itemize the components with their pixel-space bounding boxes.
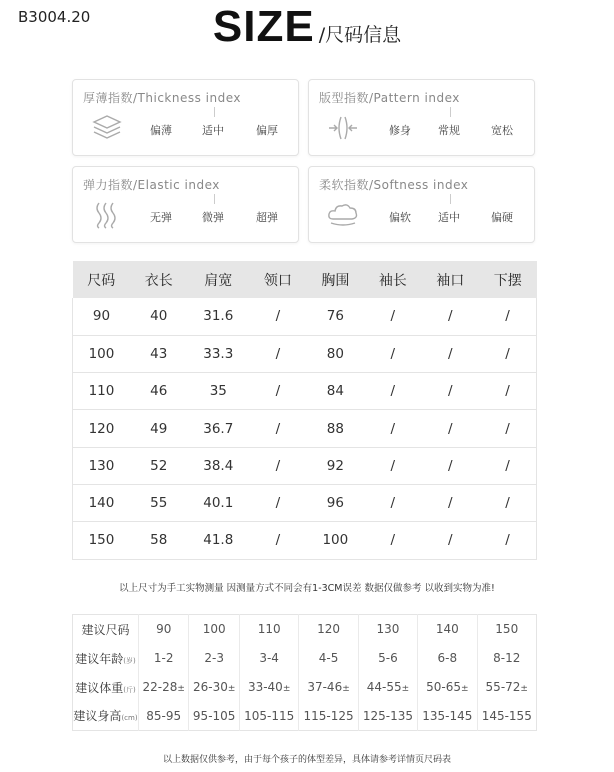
rec-value: 37-46: [307, 680, 343, 694]
cell: /: [364, 335, 421, 372]
rec-cell: 135-145: [418, 702, 477, 731]
cell: /: [479, 298, 536, 335]
table-row: [73, 410, 537, 447]
cloud-icon: [327, 200, 359, 230]
header-hem: 下摆: [479, 261, 536, 298]
rec-cell: [477, 673, 536, 702]
plus-minus: ±: [177, 684, 185, 694]
title-size: SIZE: [212, 2, 315, 51]
rec-cell: [189, 673, 240, 702]
rec-cell: 5-6: [358, 644, 417, 673]
cell: /: [479, 447, 536, 484]
page-title: [0, 2, 614, 52]
rec-cell: 100: [189, 615, 240, 644]
cell: 76: [307, 298, 364, 335]
cell: /: [364, 522, 421, 559]
header-cuff: 袖口: [422, 261, 479, 298]
cell: 110: [73, 373, 130, 410]
cell: /: [249, 373, 306, 410]
level-low: 偏软: [389, 211, 411, 224]
level-low: 偏薄: [150, 124, 172, 137]
cell: /: [422, 447, 479, 484]
level-low: 无弹: [150, 211, 172, 224]
table-row: [73, 298, 537, 335]
rec-cell: 1-2: [139, 644, 189, 673]
cell: 35: [187, 373, 249, 410]
reference-note: 以上数据仅供参考，由于每个孩子的体型差异，具体请参考详情页尺码表: [162, 755, 451, 765]
rec-cell: [299, 673, 358, 702]
cell: 130: [73, 447, 130, 484]
size-table: [72, 261, 537, 560]
elastic-index-card: [72, 166, 299, 243]
rec-label-age: [73, 644, 139, 673]
rec-cell: 115-125: [299, 702, 358, 731]
cell: /: [249, 522, 306, 559]
table-row: [73, 522, 537, 559]
cell: /: [422, 335, 479, 372]
rec-label-age-text: 建议年龄: [75, 651, 124, 666]
header-length: 衣长: [130, 261, 187, 298]
cell: /: [364, 447, 421, 484]
cell: 92: [307, 447, 364, 484]
cell: /: [422, 373, 479, 410]
table-row: [73, 373, 537, 410]
rec-value: 22-28: [142, 680, 178, 694]
rec-cell: 6-8: [418, 644, 477, 673]
rec-unit-weight: (斤): [123, 685, 136, 694]
card-label: 厚薄指数/Thickness index: [83, 91, 241, 105]
header-collar: 领口: [249, 261, 306, 298]
cell: /: [249, 298, 306, 335]
plus-minus: ±: [282, 684, 291, 694]
level-mid: 适中: [438, 211, 460, 224]
cell: 80: [307, 335, 364, 372]
level-low: 修身: [389, 124, 411, 137]
cell: 31.6: [187, 298, 249, 335]
rec-value: 33-40: [247, 680, 283, 694]
cell: /: [422, 522, 479, 559]
cell: 41.8: [187, 522, 249, 559]
rec-cell: [139, 673, 189, 702]
rec-cell: 150: [495, 622, 519, 637]
rec-label-height-text: 建议身高: [73, 709, 122, 724]
rec-cell: [418, 673, 477, 702]
rec-label-size: 建议尺码: [73, 615, 139, 644]
cell: /: [364, 373, 421, 410]
plus-minus: ±: [227, 684, 236, 694]
cell: 52: [130, 447, 187, 484]
plus-minus: ±: [342, 684, 350, 694]
level-high: 偏硬: [491, 211, 513, 224]
cell: 90: [73, 298, 130, 335]
cell: 140: [73, 484, 130, 521]
rec-row-size: [73, 615, 537, 644]
cell: 49: [130, 410, 187, 447]
softness-index-card: [308, 166, 535, 243]
rec-cell: 120: [299, 615, 358, 644]
cell: 33.3: [187, 335, 249, 372]
rec-cell: 85-95: [139, 702, 189, 731]
rec-row-age: [73, 644, 537, 673]
product-code: B3004.20: [18, 8, 91, 26]
cell: /: [249, 447, 306, 484]
rec-cell: 3-4: [239, 644, 298, 673]
cell: 100: [73, 335, 130, 372]
level-high: 宽松: [491, 124, 513, 137]
cell: 150: [73, 522, 130, 559]
rec-cell: [358, 673, 417, 702]
fit-arrows-icon: [327, 113, 359, 143]
cell: 88: [307, 410, 364, 447]
table-row: [73, 484, 537, 521]
cell: 55: [130, 484, 187, 521]
header-chest: 胸围: [307, 261, 364, 298]
level-high: 偏厚: [256, 124, 278, 137]
rec-cell: 125-135: [358, 702, 417, 731]
rec-value: 55-72: [485, 680, 521, 694]
level-mid: 常规: [438, 124, 460, 137]
rec-row-weight: [73, 673, 537, 702]
title-subtitle: /尺码信息: [318, 24, 402, 46]
cell: /: [364, 484, 421, 521]
rec-cell: 130: [358, 615, 417, 644]
cell: /: [249, 484, 306, 521]
level-marker: [450, 107, 451, 117]
plus-minus: ±: [520, 684, 528, 694]
header-sleeve: 袖长: [364, 261, 421, 298]
plus-minus: ±: [401, 684, 410, 694]
wave-icon: [91, 200, 123, 230]
level-mid: 微弹: [202, 211, 224, 224]
card-label: 版型指数/Pattern index: [319, 91, 460, 105]
thickness-index-card: [72, 79, 299, 156]
cell: 40.1: [187, 484, 249, 521]
cell: /: [479, 484, 536, 521]
layers-icon: [91, 113, 123, 143]
table-row: [73, 447, 537, 484]
cell: /: [422, 298, 479, 335]
measurement-note: 以上尺寸为手工实物测量 因测量方式不同会有1-3CM误差 数据仅做参考 以收到实物为准!: [119, 583, 495, 594]
table-row: [73, 335, 537, 372]
level-mid: 适中: [202, 124, 224, 137]
rec-cell: 8-12: [493, 651, 521, 665]
rec-cell: [239, 673, 298, 702]
recommendation-table: [72, 614, 537, 731]
cell: /: [479, 410, 536, 447]
cell: /: [479, 522, 536, 559]
card-label: 柔软指数/Softness index: [319, 178, 469, 192]
rec-value: 26-30: [192, 680, 228, 694]
cell: 84: [307, 373, 364, 410]
cell: 46: [130, 373, 187, 410]
cell: 40: [130, 298, 187, 335]
rec-unit-age: (岁): [123, 656, 136, 665]
cell: 58: [130, 522, 187, 559]
cell: 43: [130, 335, 187, 372]
rec-unit-height: (cm): [121, 714, 138, 723]
rec-row-height: [73, 702, 537, 731]
rec-label-weight-text: 建议体重: [75, 680, 124, 695]
rec-cell: 4-5: [299, 644, 358, 673]
plus-minus: ±: [460, 684, 469, 694]
rec-cell: 90: [139, 615, 189, 644]
cell: /: [249, 335, 306, 372]
level-marker: [214, 194, 215, 204]
level-high: 超弹: [256, 211, 278, 224]
cell: 120: [73, 410, 130, 447]
rec-label-height: [73, 702, 139, 731]
rec-cell: 110: [239, 615, 298, 644]
level-marker: [214, 107, 215, 117]
rec-cell: 145-155: [481, 708, 532, 723]
cell: 36.7: [187, 410, 249, 447]
cell: 100: [307, 522, 364, 559]
cell: /: [422, 484, 479, 521]
cell: 38.4: [187, 447, 249, 484]
size-table-header: [73, 261, 537, 298]
rec-label-weight: [73, 673, 139, 702]
rec-cell: 2-3: [189, 644, 240, 673]
cell: /: [364, 410, 421, 447]
rec-value: 44-55: [366, 680, 402, 694]
rec-value: 50-65: [426, 680, 461, 694]
header-shoulder: 肩宽: [187, 261, 249, 298]
header-size: 尺码: [73, 261, 130, 298]
rec-cell: 95-105: [189, 702, 240, 731]
card-label: 弹力指数/Elastic index: [83, 178, 220, 192]
rec-cell: 140: [418, 615, 477, 644]
cell: /: [364, 298, 421, 335]
pattern-index-card: [308, 79, 535, 156]
rec-cell: 105-115: [239, 702, 298, 731]
cell: /: [479, 373, 536, 410]
cell: /: [249, 410, 306, 447]
cell: 96: [307, 484, 364, 521]
level-marker: [450, 194, 451, 204]
cell: /: [479, 335, 536, 372]
cell: /: [422, 410, 479, 447]
